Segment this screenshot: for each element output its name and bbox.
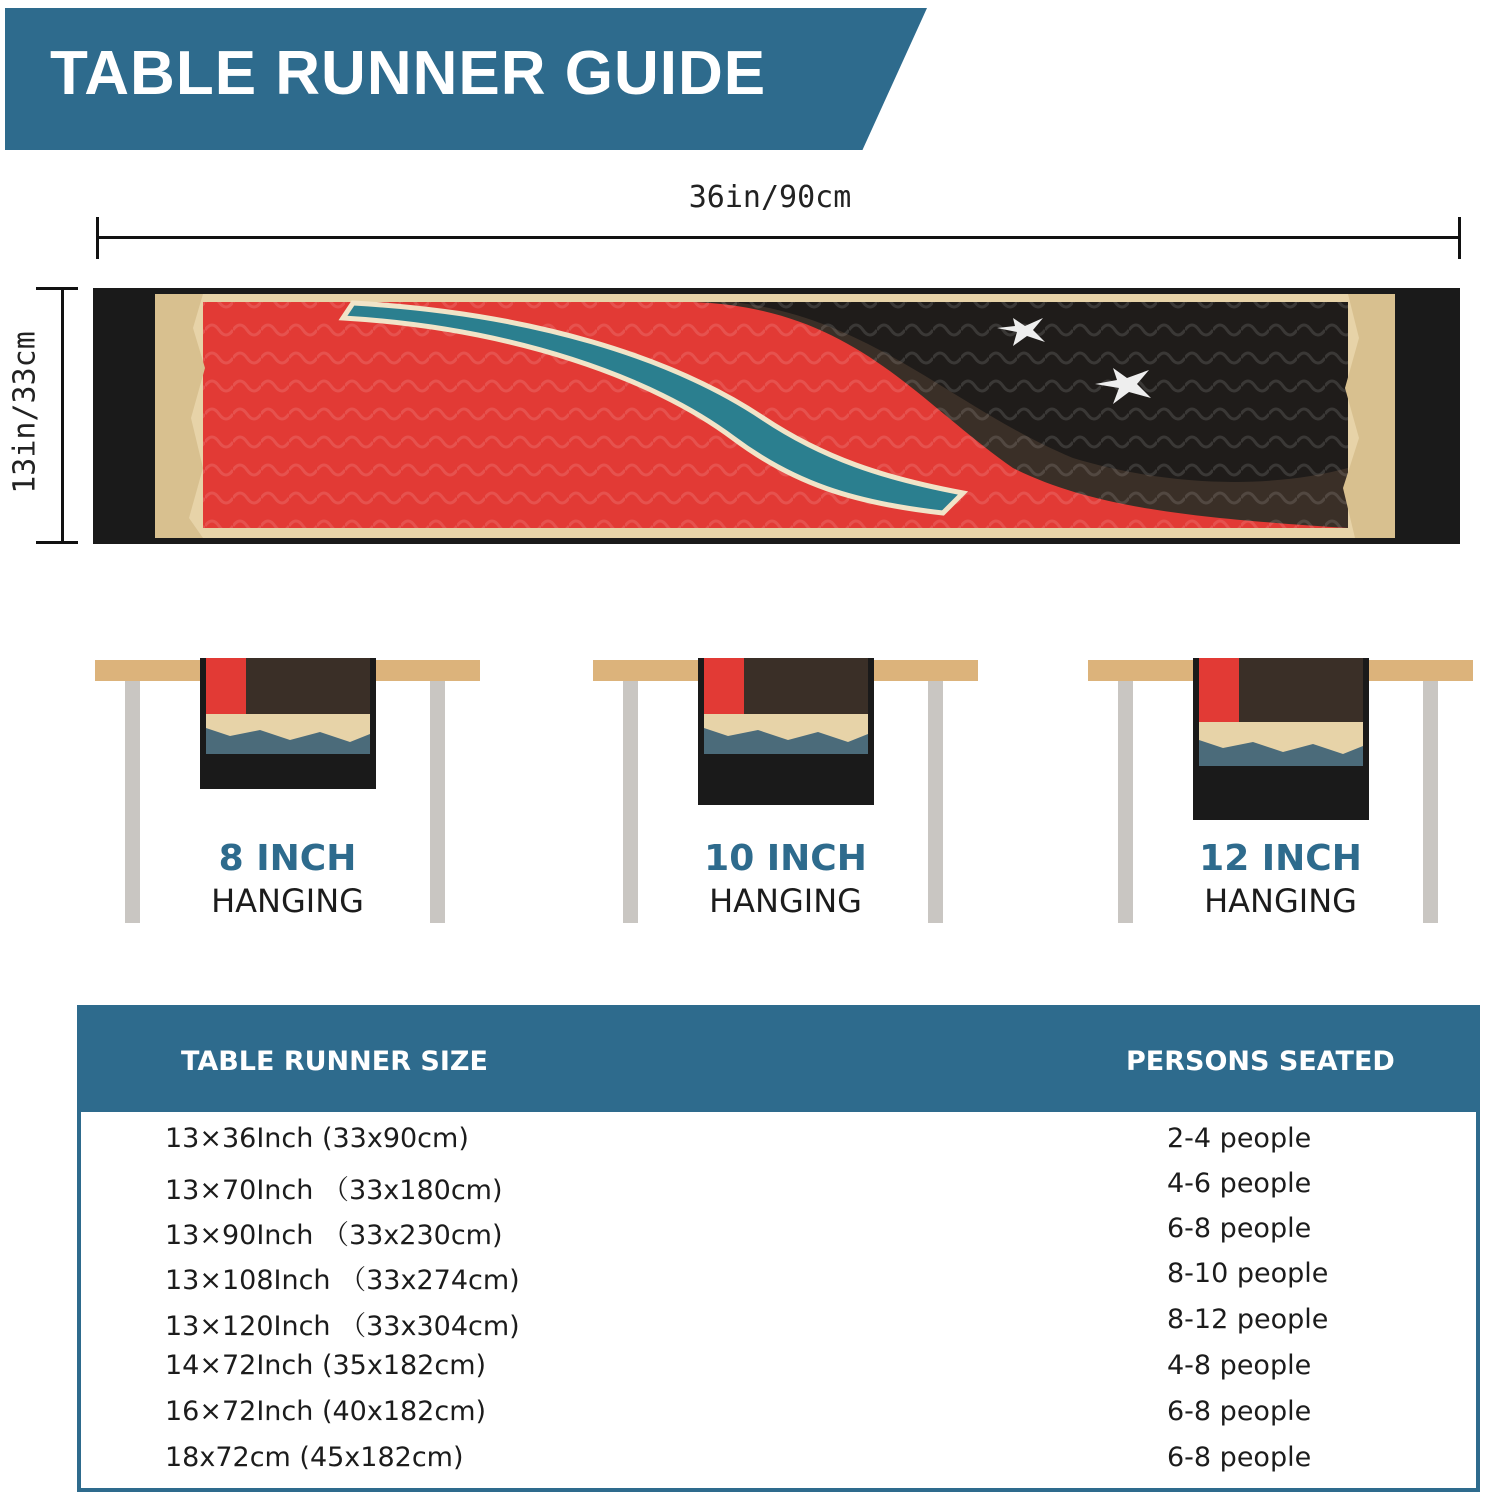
height-dimension-cap-bottom [36,541,78,544]
hanging-size-label: 8 INCH [218,838,357,879]
hanging-size-label: 12 INCH [1199,838,1362,879]
persons-cell: 6-8 people [1167,1213,1312,1244]
persons-cell: 8-12 people [1167,1304,1329,1335]
size-cell: 13×108Inch （33x274cm) [165,1265,520,1296]
hanging-8-inch-diagram [95,640,480,930]
size-table [77,1005,1480,1492]
size-cell: 13×70Inch （33x180cm) [165,1175,503,1206]
persons-cell: 8-10 people [1167,1258,1329,1289]
table-row [81,1213,1476,1253]
width-dimension-label: 36in/90cm [688,180,852,215]
hanging-12-inch-diagram [1088,640,1473,930]
hanging-size-label: 10 INCH [704,838,867,879]
persons-cell: 6-8 people [1167,1396,1312,1427]
page-title: TABLE RUNNER GUIDE [50,39,767,108]
size-cell: 14×72Inch (35x182cm) [165,1350,487,1381]
table-runner-image [93,288,1460,544]
width-dimension-cap-right [1458,217,1461,259]
size-table-header [81,1009,1476,1112]
column-header-persons: PERSONS SEATED [1126,1046,1395,1077]
height-dimension-label: 13in/33cm [7,331,43,494]
size-cell: 13×120Inch （33x304cm) [165,1311,520,1342]
hanging-runner-end [698,658,874,805]
size-cell: 13×90Inch （33x230cm) [165,1220,503,1251]
size-cell: 18x72cm (45x182cm) [165,1442,464,1473]
size-cell: 16×72Inch (40x182cm) [165,1396,487,1427]
hanging-runner-end [1193,658,1369,820]
height-dimension-cap-top [36,287,78,290]
persons-cell: 4-6 people [1167,1168,1312,1199]
height-dimension-line [61,288,64,542]
persons-cell: 6-8 people [1167,1442,1312,1473]
table-row [81,1396,1476,1436]
hanging-10-inch-diagram [593,640,978,930]
width-dimension-cap-left [96,217,99,259]
hanging-word-label: HANGING [1204,882,1357,920]
table-row [81,1304,1476,1344]
hanging-word-label: HANGING [709,882,862,920]
table-row [81,1350,1476,1390]
width-dimension-line [97,236,1460,239]
table-row [81,1258,1476,1298]
persons-cell: 2-4 people [1167,1123,1312,1154]
persons-cell: 4-8 people [1167,1350,1312,1381]
hanging-runner-end [200,658,376,789]
column-header-size: TABLE RUNNER SIZE [181,1046,488,1077]
table-row [81,1168,1476,1208]
hanging-word-label: HANGING [211,882,364,920]
size-cell: 13×36Inch (33x90cm) [165,1123,469,1154]
table-row [81,1123,1476,1163]
table-row [81,1442,1476,1482]
